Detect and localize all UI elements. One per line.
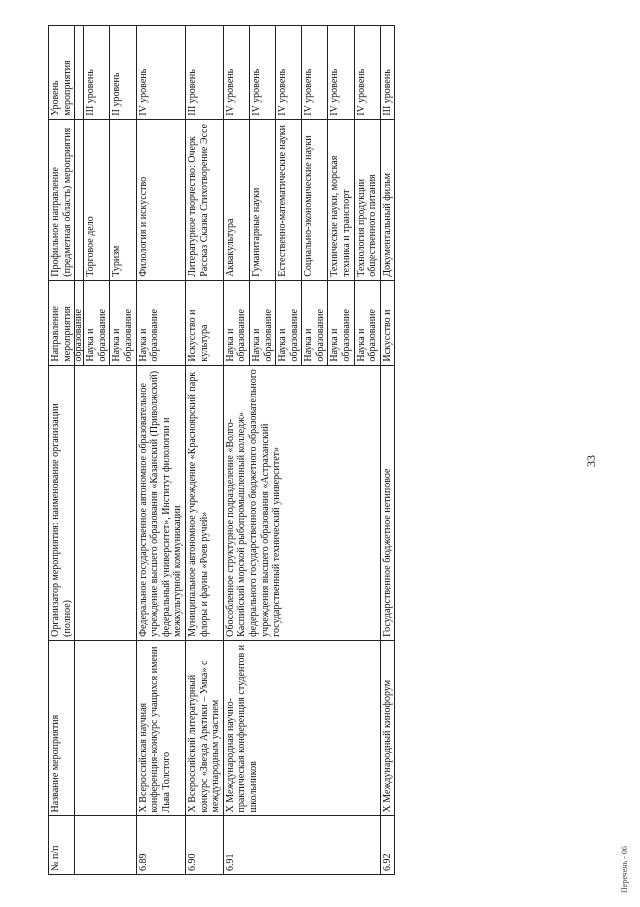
cell-area bbox=[75, 119, 84, 280]
table-row bbox=[223, 26, 249, 875]
cell-level: II уровень bbox=[110, 26, 136, 120]
cell-org: Муниципальное автономное учреждение «Красноярский парк флоры и фауны «Роев ручей» bbox=[185, 365, 223, 640]
cell-org: Обособленное структурное подразделение «Волго-Каспийский морской рыбопромышленный колледж» федерального государственного бюджетного образовательного учреждения высшего образования «Астраханский государственный технический университет» bbox=[223, 365, 380, 640]
cell-name: X Международный кинофорум bbox=[380, 640, 395, 816]
cell-direction: Искусство и культура bbox=[185, 280, 223, 365]
cell-level: IV уровень bbox=[328, 26, 354, 120]
cell-direction: Наука и образование bbox=[84, 280, 110, 365]
header-area: Профильное направление (предметная область) мероприятия bbox=[49, 119, 75, 280]
cell-level: IV уровень bbox=[136, 26, 185, 120]
cell-level: III уровень bbox=[185, 26, 223, 120]
cell-org: Федеральное государственное автономное образовательное учреждение высшего образования «Казанский (Приволжский) федеральный университет», Институт филологии и межкультурной коммуникации bbox=[136, 365, 185, 640]
cell-area: Естественно-математические науки bbox=[276, 119, 302, 280]
cell-num: 6.90 bbox=[185, 816, 223, 875]
cell-direction: Наука и образование bbox=[276, 280, 302, 365]
table-row bbox=[136, 26, 185, 875]
cell-level: III уровень bbox=[84, 26, 110, 120]
cell-area: Технические науки, морская техника и транспорт bbox=[328, 119, 354, 280]
cell-area: Туризм bbox=[110, 119, 136, 280]
header-num: № п/п bbox=[49, 816, 75, 875]
header-direction: Направление мероприятия bbox=[49, 280, 75, 365]
cell-direction: Наука и образование bbox=[328, 280, 354, 365]
table-header-row bbox=[49, 26, 75, 875]
cell-org: Государственное бюджетное нетиповое bbox=[380, 365, 395, 640]
cell-name: X Всероссийский литературный конкурс «Звезда Арктики – Умка» с международным участием bbox=[185, 640, 223, 816]
cell-level: IV уровень bbox=[223, 26, 249, 120]
cell-level: IV уровень bbox=[302, 26, 328, 120]
cell-direction: Наука и образование bbox=[110, 280, 136, 365]
page-number: 33 bbox=[584, 455, 598, 467]
cell-num: 6.91 bbox=[223, 816, 380, 875]
table-row bbox=[185, 26, 223, 875]
cell-area: Филология и искусство bbox=[136, 119, 185, 280]
cell-area: Торговое дело bbox=[84, 119, 110, 280]
footer-note: Перечень - 06 bbox=[620, 846, 629, 893]
table-row bbox=[75, 26, 84, 875]
cell-area: Гуманитарные науки bbox=[249, 119, 275, 280]
cell-direction: образование bbox=[75, 280, 84, 365]
cell-num: 6.89 bbox=[136, 816, 185, 875]
cell-direction: Искусство и bbox=[380, 280, 395, 365]
header-org: Организатор мероприятия: наименование организации (полное) bbox=[49, 365, 75, 640]
cell-level: IV уровень bbox=[354, 26, 380, 120]
cell-level: IV уровень bbox=[249, 26, 275, 120]
cell-name: X Международная научно-практическая конференция студентов и школьников bbox=[223, 640, 380, 816]
cell-area: Технология продукции общественного питания bbox=[354, 119, 380, 280]
cell-empty bbox=[75, 640, 136, 816]
cell-direction: Наука и образование bbox=[223, 280, 249, 365]
events-table bbox=[48, 25, 395, 875]
cell-area: Документальный фильм bbox=[380, 119, 395, 280]
cell-area: Литературное творчество: Очерк Рассказ Сказка Стихотворение Эссе bbox=[185, 119, 223, 280]
cell-level: III уровень bbox=[380, 26, 395, 120]
cell-direction: Наука и образование bbox=[249, 280, 275, 365]
cell-empty bbox=[75, 816, 136, 875]
header-level: Уровень мероприятия bbox=[49, 26, 75, 120]
cell-direction: Наука и образование bbox=[354, 280, 380, 365]
cell-direction: Наука и образование bbox=[302, 280, 328, 365]
cell-num: 6.92 bbox=[380, 816, 395, 875]
cell-area: Аквакультура bbox=[223, 119, 249, 280]
cell-empty bbox=[75, 365, 136, 640]
table-row bbox=[380, 26, 395, 875]
cell-name: X Всероссийская научная конференция-конкурс учащихся имени Льва Толстого bbox=[136, 640, 185, 816]
cell-level: IV уровень bbox=[276, 26, 302, 120]
cell-direction: Наука и образование bbox=[136, 280, 185, 365]
cell-area: Социально-экономические науки bbox=[302, 119, 328, 280]
header-name: Название мероприятия bbox=[49, 640, 75, 816]
cell-level bbox=[75, 26, 84, 120]
